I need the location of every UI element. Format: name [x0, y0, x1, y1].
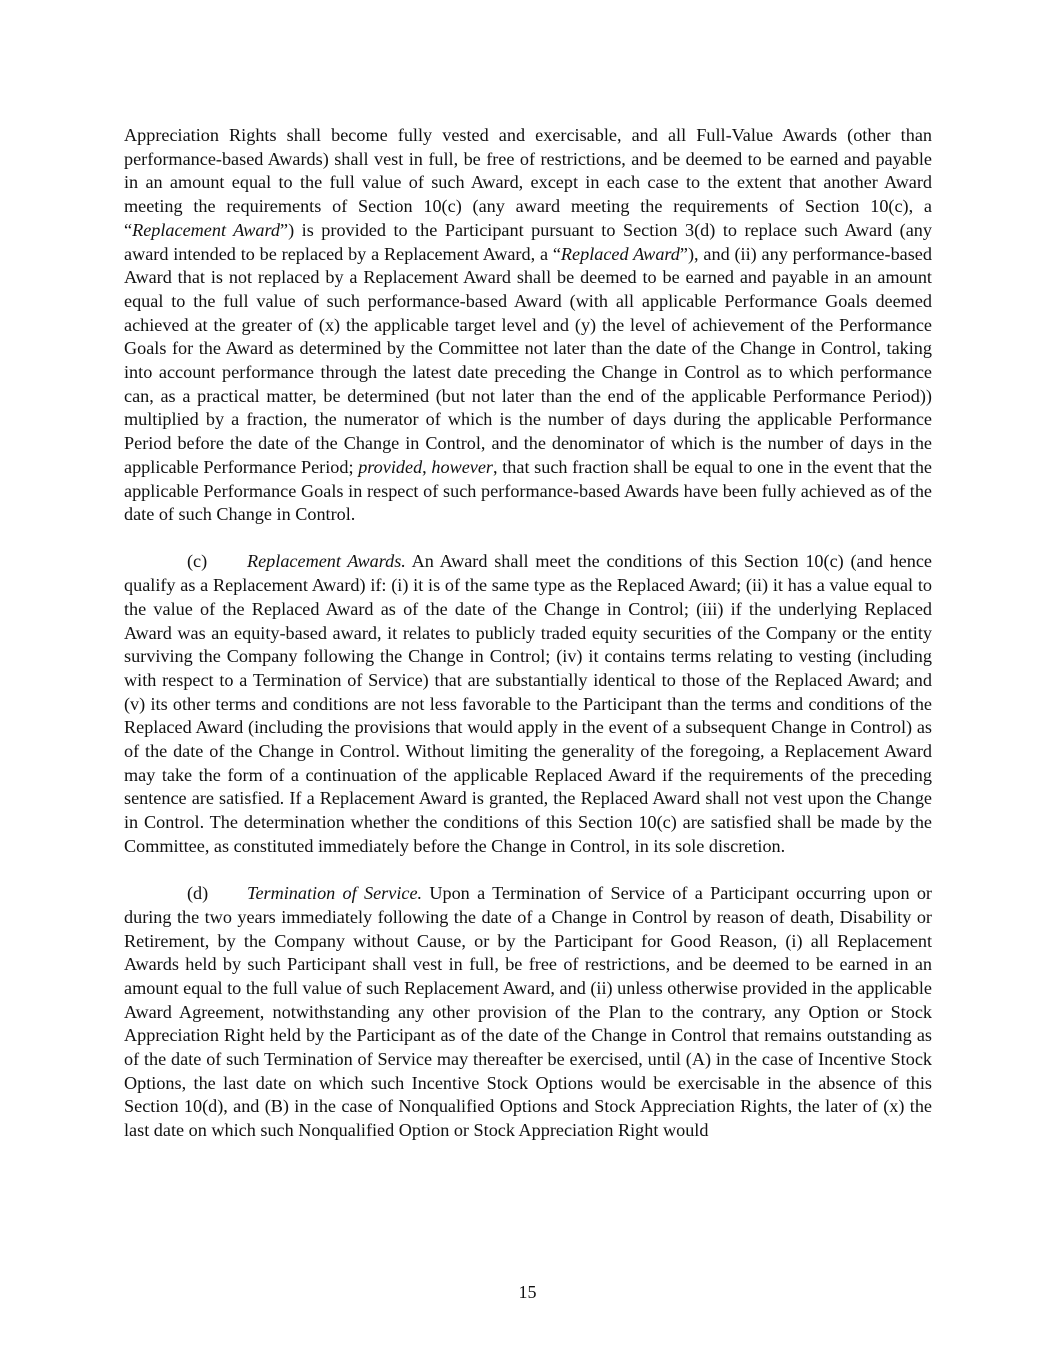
page-number: 15 — [518, 1282, 537, 1302]
paragraph-b-continued — [124, 124, 932, 527]
paragraph-b-text-3: ”), and (ii) any performance-based Award that is not replaced by a Replacement Award shall be deemed to be earned and payable in an amount equal to the full value of such performance-based Award (with all applicable Performance Goals deemed achieved at the greater of (x) the applicable target level and (y) the level of achievement of the Performance Goals for the Award as determined by the Committee not later than the date of the Change in Control, taking into account performance through the latest date preceding the Change in Control as to which performance can, as a practical matter, be determined (but not later than the end of the applicable Performance Period)) multiplied by a fraction, the numerator of which is the number of days during the applicable Performance Period before the date of the Change in Control, and the denominator of which is the number of days in the applicable Performance Period; — [124, 243, 932, 477]
defined-term-replaced-award: Replaced Award — [560, 243, 680, 264]
paragraph-b-text-4: , that such fraction shall be equal to one in the event that the applicable Performance Goals in respect of such performance-based Awards have been fully achieved as of the date of such Change in Control. — [124, 456, 932, 525]
paragraph-b-text-1: Appreciation Rights shall become fully vested and exercisable, and all Full-Value Awards (other than performance-based Awards) shall vest in full, be free of restrictions, and be deemed to be earned and payable in an amount equal to the full value of such Award, except in each case to the extent that another Award meeting the requirements of Section 10(c) (any award meeting the requirements of Section 10(c), a “ — [124, 125, 932, 240]
document-page — [124, 124, 932, 1143]
paragraph-b-text-2: ”) is provided to the Participant pursuant to Section 3(d) to replace such Award (any award intended to be replaced by a Replacement Award, a “ — [124, 219, 932, 264]
paragraph-d — [124, 882, 932, 1143]
paragraph-d-body: Upon a Termination of Service of a Participant occurring upon or during the two years immediately following the date of a Change in Control by reason of death, Disability or Retirement, by the Company without Cause, or by the Participant for Good Reason, (i) all Replacement Awards held by such Participant shall vest in full, be free of restrictions, and be deemed to be earned in an amount equal to the full value of such Replacement Award, and (ii) unless otherwise provided in the applicable Award Agreement, notwithstanding any other provision of the Plan to the contrary, any Option or Stock Appreciation Right held by the Participant as of the date of the Change in Control that remains outstanding as of the date of such Termination of Service may thereafter be exercised, until (A) in the case of Incentive Stock Options, the last date on which such Incentive Stock Options would be exercisable in the absence of this Section 10(d), and (B) in the case of Nonqualified Options and Stock Appreciation Rights, the later of (x) the last date on which such Nonqualified Option or Stock Appreciation Right would — [124, 883, 932, 1141]
defined-term-replacement-award: Replacement Award — [132, 219, 281, 240]
paragraph-c-label: (c) — [187, 551, 208, 572]
term-provided: provided — [358, 456, 423, 477]
term-however: however — [431, 456, 494, 477]
paragraph-c — [124, 550, 932, 858]
paragraph-c-body: An Award shall meet the conditions of this Section 10(c) (and hence qualify as a Replacement Award) if: (i) it is of the same type as the Replaced Award; (ii) it has a value equal to the value of the Replaced Award as of the date of the Change in Control; (iii) if the underlying Replaced Award was an equity-based award, it relates to publicly traded equity securities of the Company or the entity surviving the Company following the Change in Control; (iv) it contains terms relating to vesting (including with respect to a Termination of Service) that are substantially identical to those of the Replaced Award; and (v) its other terms and conditions are not less favorable to the Participant than the terms and conditions of the Replaced Award (including the provisions that would apply in the event of a subsequent Change in Control) as of the date of the Change in Control. Without limiting the generality of the foregoing, a Replacement Award may take the form of a continuation of the applicable Replaced Award if the requirements of the preceding sentence are satisfied. If a Replacement Award is granted, the Replaced Award shall not vest upon the Change in Control. The determination whether the conditions of this Section 10(c) are satisfied shall be made by the Committee, as constituted immediately before the Change in Control, in its sole discretion. — [124, 551, 932, 856]
paragraph-d-label: (d) — [187, 883, 209, 904]
paragraph-b-comma: , — [422, 456, 432, 477]
paragraph-c-heading: Replacement Awards. — [247, 551, 406, 572]
paragraph-d-heading: Termination of Service. — [247, 883, 423, 904]
